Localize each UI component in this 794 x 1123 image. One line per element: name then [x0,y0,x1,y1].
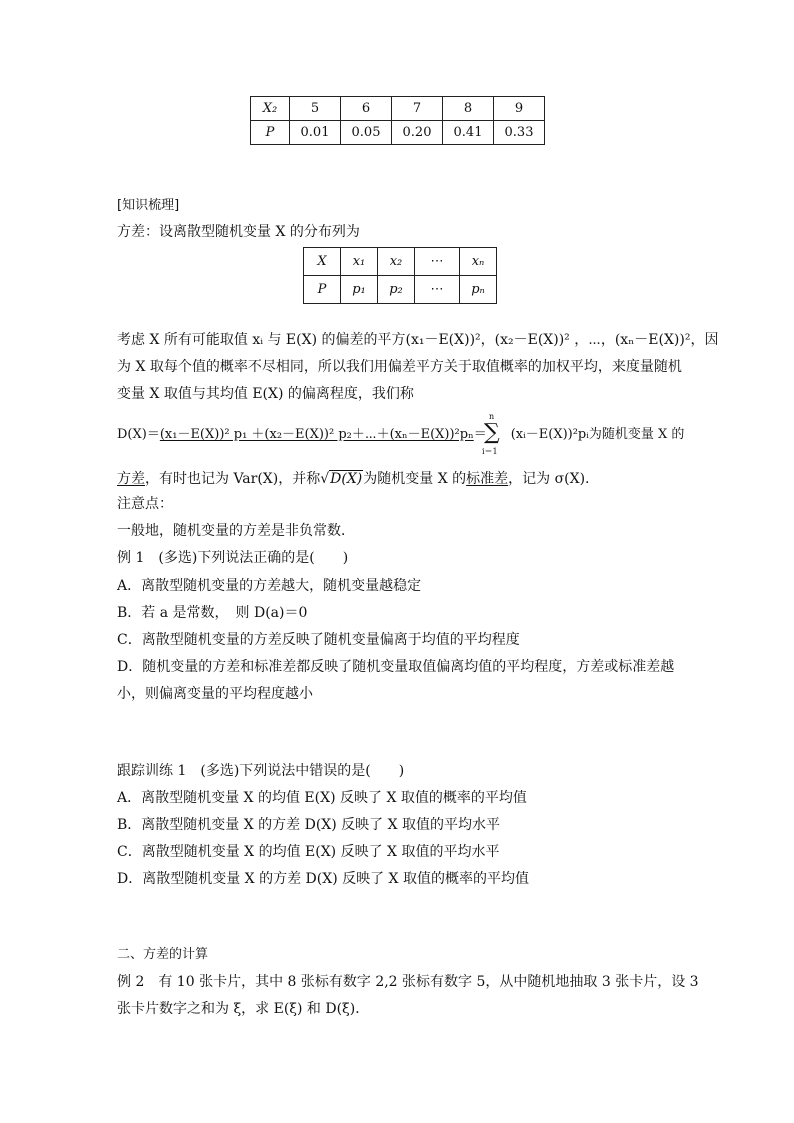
table-cell: p₂ [378,276,415,304]
section-knowledge-heading: [知识梳理] [117,198,180,213]
example1-option: C．离散型随机变量的方差反映了随机变量偏离于均值的平均程度 [117,632,520,648]
sum-upper-limit: n [489,412,495,421]
definition-text: ，记为 σ(X). [508,471,590,487]
formula-eq: ＝ [473,427,487,442]
paragraph-line: 变量 X 取值与其均值 E(X) 的偏离程度，我们称 [117,386,414,402]
table-cell: P [251,121,290,145]
practice1-option: D．离散型随机变量 X 的方差 D(X) 反映了 X 取值的概率的平均值 [117,871,529,887]
sqrt-icon: √ [320,471,330,487]
example1-option: A．离散型随机变量的方差越大，随机变量越稳定 [117,578,422,594]
table-cell: x₂ [378,248,415,276]
summation-icon: ∑ [484,420,500,445]
sqrt-radicand: D(X) [330,471,363,487]
table-cell: p₁ [341,276,378,304]
practice1-option: B．离散型随机变量 X 的方差 D(X) 反映了 X 取值的平均水平 [117,817,501,833]
practice1-option: A．离散型随机变量 X 的均值 E(X) 反映了 X 取值的概率的平均值 [117,790,527,806]
table-cell: 0.41 [443,121,494,145]
example1-option: B．若 a 是常数， 则 D(a)＝0 [117,605,308,621]
table-cell: 8 [443,97,494,121]
table-cell: ⋯ [415,276,460,304]
paragraph-line: 考虑 X 所有可能取值 xᵢ 与 E(X) 的偏差的平方(x₁－E(X))²，(x₂－E(X))² ，⋯，(xₙ－E(X))²，因 [117,332,719,348]
example2-line: 例 2 有 10 张卡片，其中 8 张标有数字 2,2 张标有数字 5，从中随机地抽取 3 张卡片，设 3 [117,974,699,990]
table-cell: 0.01 [290,121,341,145]
formula-rhs: (xᵢ－E(X))²pᵢ为随机变量 X 的 [510,427,685,442]
distribution-table-x2 [250,96,545,145]
distribution-table-x [303,247,497,304]
note-title: 注意点： [117,496,173,512]
table-cell: ⋯ [415,248,460,276]
table-cell: x₁ [341,248,378,276]
example1-option: 小，则偏离变量的平均程度越小 [117,686,313,702]
table-cell: 9 [494,97,545,121]
example1-option: D．随机变量的方差和标准差都反映了随机变量取值偏离均值的平均程度，方差或标准差越 [117,659,675,675]
example1-stem: 例 1 (多选)下列说法正确的是( ) [117,550,349,566]
table-cell: 0.33 [494,121,545,145]
table-cell: 0.05 [341,121,392,145]
definition-text: 为随机变量 X 的 [363,471,467,487]
table-cell: 7 [392,97,443,121]
table-cell: pₙ [460,276,497,304]
variance-term: 方差 [117,471,145,487]
practice1-stem: 跟踪训练 1 (多选)下列说法中错误的是( ) [117,763,405,779]
definition-text: ，有时也记为 Var(X)，并称 [145,471,321,487]
table-cell: 5 [290,97,341,121]
definition-line [117,469,590,489]
variance-intro: 方差：设离散型随机变量 X 的分布列为 [117,224,360,240]
formula-lhs: D(X)＝ [117,427,160,442]
example2-line: 张卡片数字之和为 ξ，求 E(ξ) 和 D(ξ)． [117,1001,370,1017]
formula-underlined: (x₁－E(X))² p₁ ＋(x₂－E(X))² p₂＋⋯＋(xₙ－E(X))²pₙ [159,427,474,442]
table-cell: 0.20 [392,121,443,145]
section2-title: 二、方差的计算 [117,947,209,962]
note-text: 一般地，随机变量的方差是非负常数． [117,523,355,539]
table-cell: 6 [341,97,392,121]
table-cell: xₙ [460,248,497,276]
practice1-option: C．离散型随机变量 X 的均值 E(X) 反映了 X 取值的平均水平 [117,844,500,860]
sum-lower-limit: i＝1 [482,447,498,456]
std-dev-term: 标准差 [466,471,509,487]
table-cell: P [304,276,341,304]
variance-formula [117,425,684,445]
paragraph-line: 为 X 取每个值的概率不尽相同，所以我们用偏差平方关于取值概率的加权平均，来度量随机 [117,359,682,375]
table-cell: X₂ [251,97,290,121]
table-cell: X [304,248,341,276]
